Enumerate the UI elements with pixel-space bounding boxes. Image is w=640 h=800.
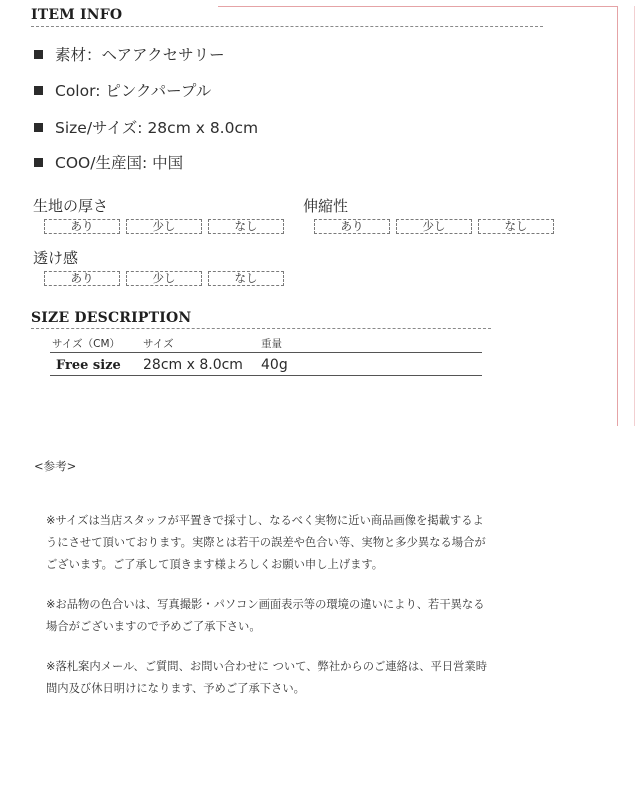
- bullet-material: [34, 43, 225, 65]
- bullet-text: Color: ピンクパープル: [55, 82, 212, 100]
- bullet-text: Size/サイズ: 28cm x 8.0cm: [55, 119, 259, 137]
- paragraph-line: ございます。ご了承して頂きます様よろしくお願い申し上げます。: [46, 558, 384, 571]
- bullet-size: [34, 116, 258, 138]
- item-info-divider: [31, 26, 543, 27]
- stretch-label: 伸縮性: [303, 197, 349, 215]
- square-bullet-icon: [34, 50, 43, 59]
- bullet-text: COO/生産国: 中国: [55, 154, 184, 172]
- reference-paragraph-color: [46, 594, 546, 638]
- square-bullet-icon: [34, 86, 43, 95]
- stretch-options: [314, 219, 554, 234]
- thickness-option-none: なし: [208, 219, 284, 234]
- thickness-label: 生地の厚さ: [33, 197, 109, 215]
- sheer-label: 透け感: [33, 249, 79, 267]
- paragraph-line: 間内及び休日明けになります、予めご了承下さい。: [46, 682, 305, 695]
- paragraph-line: ※お品物の色合いは、写真撮影・パソコン画面表示等の環境の違いにより、若干異なる: [46, 598, 485, 611]
- size-header-underline: [50, 352, 482, 353]
- decorative-frame-right-outer: [634, 6, 635, 426]
- stretch-option-yes: あり: [314, 219, 390, 234]
- thickness-option-yes: あり: [44, 219, 120, 234]
- sheer-option-none: なし: [208, 271, 284, 286]
- sheer-option-yes: あり: [44, 271, 120, 286]
- sheer-options: [44, 271, 284, 286]
- reference-paragraph-contact: [46, 656, 546, 700]
- sheer-option-little: 少し: [126, 271, 202, 286]
- size-description-divider: [31, 328, 491, 329]
- reference-heading: <参考>: [34, 459, 77, 473]
- paragraph-line: 場合がございますので予めご了承下さい。: [46, 620, 261, 633]
- size-description-title: SIZE DESCRIPTION: [31, 310, 192, 326]
- size-free-label: Free size: [56, 358, 121, 373]
- size-dimension-value: 28cm x 8.0cm: [143, 357, 243, 373]
- bullet-color: [34, 79, 211, 101]
- decorative-frame-top: [218, 6, 618, 7]
- size-header-weight: 重量: [261, 338, 282, 350]
- square-bullet-icon: [34, 123, 43, 132]
- thickness-option-little: 少し: [126, 219, 202, 234]
- paragraph-line: ※サイズは当店スタッフが平置きで採寸し、なるべく実物に近い商品画像を掲載するよ: [46, 514, 484, 527]
- stretch-option-little: 少し: [396, 219, 472, 234]
- size-header-size-cm: サイズ（CM）: [52, 338, 121, 350]
- size-header-size: サイズ: [143, 338, 174, 350]
- reference-paragraph-size: [46, 510, 546, 576]
- decorative-frame-right: [617, 6, 618, 426]
- bullet-text: 素材：ヘアアクセサリー: [55, 46, 225, 64]
- thickness-options: [44, 219, 284, 234]
- item-info-title: ITEM INFO: [31, 7, 123, 23]
- stretch-option-none: なし: [478, 219, 554, 234]
- bullet-coo: [34, 151, 183, 173]
- paragraph-line: ※落札案内メール、ご質問、お問い合わせに ついて、弊社からのご連絡は、平日営業時: [46, 660, 487, 673]
- size-weight-value: 40g: [261, 357, 288, 373]
- square-bullet-icon: [34, 158, 43, 167]
- size-row-underline: [50, 375, 482, 376]
- paragraph-line: うにさせて頂いております。実際とは若干の誤差や色合い等、実物と多少異なる場合が: [46, 536, 486, 549]
